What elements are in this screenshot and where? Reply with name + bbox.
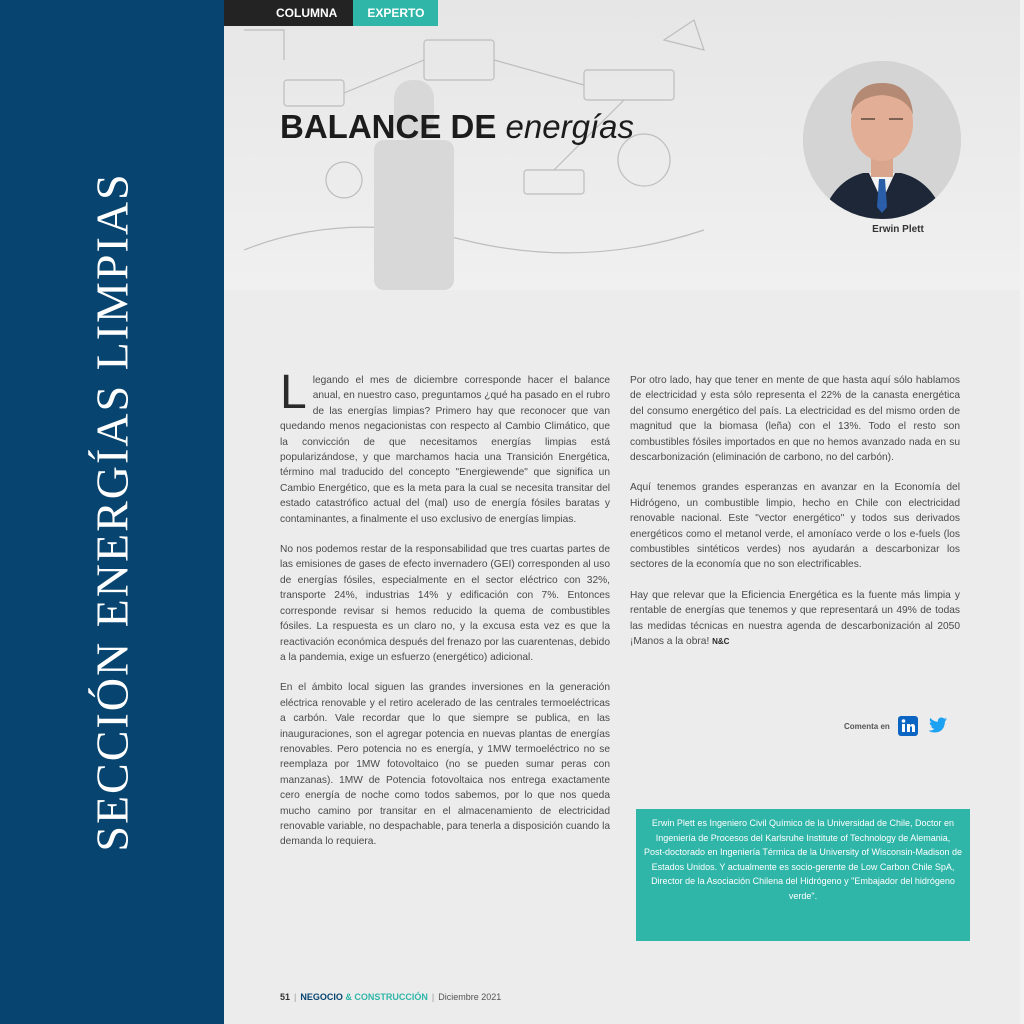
end-mark: N&C [712, 637, 730, 647]
section-title: SECCIÓN ENERGÍAS LIMPIAS [86, 172, 138, 852]
page-number: 51 [280, 992, 291, 1002]
author-portrait [803, 61, 961, 219]
article-column-right [630, 373, 960, 665]
tag-columna: COLUMNA [224, 0, 353, 26]
share-bar [844, 716, 948, 736]
magazine-ampersand: & [345, 992, 352, 1002]
twitter-icon[interactable] [926, 716, 948, 736]
hero-banner [224, 0, 1020, 290]
linkedin-icon[interactable] [898, 716, 918, 736]
magazine-name-part1: NEGOCIO [300, 992, 343, 1002]
title-main: BALANCE DE [280, 108, 497, 145]
title-italic: energías [505, 108, 634, 145]
author-photo [803, 61, 961, 219]
article-title [280, 108, 634, 146]
magazine-page [224, 0, 1020, 1024]
paragraph: En el ámbito local siguen las grandes inversiones en la generación eléctrica renovable y el retiro acelerado de las centrales termoeléctricas a carbón. Vale recordar que lo que siempre se publica, en las inauguraciones, son el agregar potencia en nuevas plantas de energías renovables. Pero potencia no es energía, y 1MW termoeléctrico no se reemplaza por 1MW fotovoltaico (no se pueden sumar peras con manzanas). 1MW de Potencia fotovoltaica nos entrega exactamente cero energía de noche como todos sabemos, por lo que nos queda mucho camino por transitar en el almacenamiento de electricidad renovable variable, no despachable, para tenerla a disposición cuando la demanda lo requiera. [280, 682, 610, 848]
drop-cap: L [280, 366, 307, 419]
paragraph: Llegando el mes de diciembre corresponde hacer el balance anual, en nuestro caso, preguntamos ¿qué ha pasado en el rubro de las energías limpias? Primero hay que reconocer que van quedando menos negacionistas con respecto al Cambio Climático, que la convicción de que necesitamos energías limpias está popularizándose, y que marchamos hacia una Transición Energética, término mal traducido del concepto "Energiewende" que significa un Cambio Energético, que es la meta para la cual se necesita transitar del estado catastrófico actual del (mal) uso de energía fósiles baratas y contaminantes, a finalmente el uso exclusivo de energías limpias. [280, 366, 610, 525]
author-bio-box: Erwin Plett es Ingeniero Civil Químico de la Universidad de Chile, Doctor en Ingeniería de Procesos del Karlsruhe Institute of Technology de Alemania, Post-doctorado en Ingeniería Térmica de la University of Wisconsin-Madison de Estados Unidos. Y actualmente es socio-gerente de Low Carbon Chile SpA, Director de la Asociación Chilena del Hidrógeno y "Embajador del hidrógeno verde". [636, 809, 970, 941]
section-sidebar [0, 0, 224, 1024]
paragraph: Hay que relevar que la Eficiencia Energética es la fuente más limpia y rentable de energías que tenemos y que representará un 49% de todas las medidas técnicas en nuestra agenda de descarbonización al 2050 ¡Manos a la obra! N&C [630, 589, 960, 648]
article-column-left [280, 366, 610, 865]
share-label: Comenta en [844, 721, 890, 731]
tag-experto: EXPERTO [353, 0, 438, 26]
paragraph: Por otro lado, hay que tener en mente de que hasta aquí sólo hablamos de electricidad y esta sólo representa el 22% de la canasta energética del consumo energético del país. La electricidad es del mismo orden de magnitud que la biomasa (leña) con el 13%. Todo el resto son combustibles fósiles importados en que no hemos avanzado nada en su descarbonización (eliminación de carbono, no del carbón). [630, 375, 960, 464]
paragraph: No nos podemos restar de la responsabilidad que tres cuartas partes de las emisiones de gases de efecto invernadero (GEI) corresponden al uso de energías fósiles, especialmente en el sector eléctrico con 32%, transporte 24%, industrias 14% y edificación con 7%. Entonces corresponde revisar si hemos reducido la quema de combustibles fósiles. La respuesta es un claro no, y la excusa esta vez es que la reactivación económica después del frenazo por las cuarentenas, debido a la pandemia, exige un esfuerzo (energético) adicional. [280, 544, 610, 663]
paragraph: Aquí tenemos grandes esperanzas en avanzar en la Economía del Hidrógeno, un combustible limpio, hecho en Chile con electricidad renovable nacional. Este "vector energético" y todos sus derivados energéticos como el metanol verde, el amoníaco verde o los e-fuels (los combustibles sintéticos verdes) nos ayudarán a descarbonizar los sectores de la economía que no son electrificables. [630, 482, 960, 571]
page-footer: 51 | NEGOCIO & CONSTRUCCIÓN | Diciembre 2021 [280, 992, 502, 1002]
magazine-name-part2: CONSTRUCCIÓN [354, 992, 428, 1002]
column-tag [224, 0, 438, 26]
issue-date: Diciembre 2021 [438, 992, 502, 1002]
author-name: Erwin Plett [872, 224, 924, 235]
